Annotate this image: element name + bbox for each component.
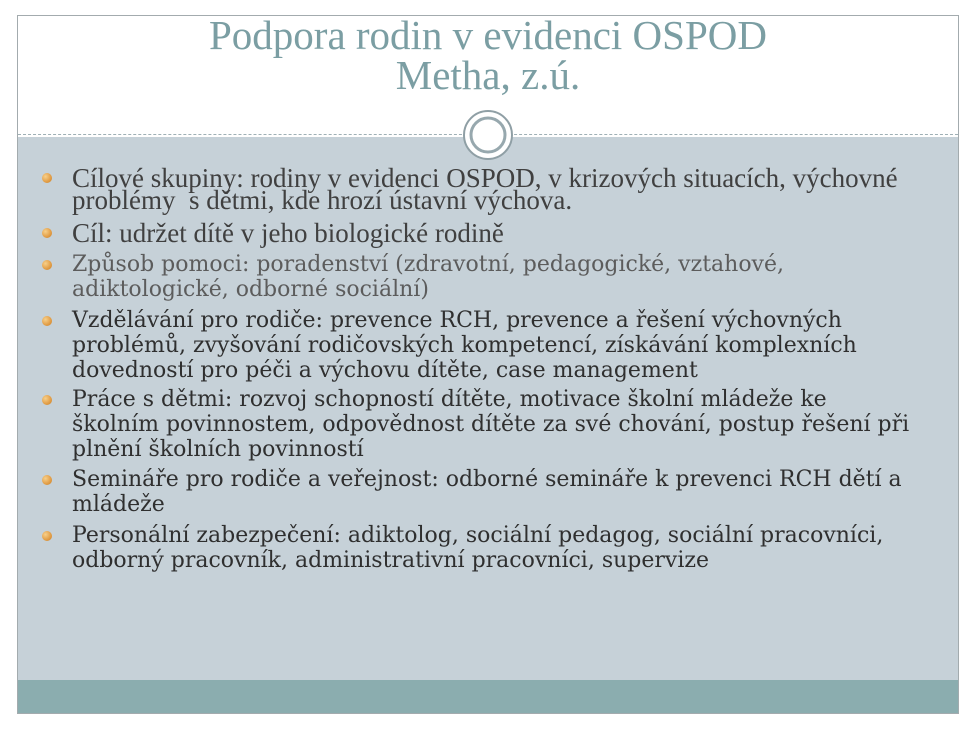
bullet-line: Vzdělávání pro rodiče: prevence RCH, prevence a řešení výchovných [72,308,842,333]
bullet-line: Způsob pomoci: poradenství (zdravotní, pedagogické, vztahové, [72,252,785,277]
bullet-line: adiktologické, odborné sociální) [72,277,429,302]
double-ring-icon [461,108,515,162]
bullet-goal [72,218,504,248]
bullet-seminars [72,467,902,517]
bullet-line: Cílové skupiny: rodiny v evidenci OSPOD, v krizových situacích, výchovné [72,163,898,193]
bullet-target-groups [72,163,898,215]
bullet-dot-icon [42,531,52,541]
bullet-dot-icon [42,260,52,270]
bullet-dot-icon [42,316,52,326]
title-line-2: Metha, z.ú. [395,52,581,98]
slide-title [18,12,958,98]
bullet-staffing [72,523,883,573]
bullet-line: mládeže [72,492,165,517]
bullet-dot-icon [42,173,52,183]
bullet-line: dovedností pro péči a výchovu dítěte, case management [72,358,698,383]
bullet-parent-education [72,308,857,383]
bullet-line: Personální zabezpečení: adiktolog, sociální pedagog, sociální pracovníci, [72,523,884,548]
bullet-dot-icon [42,475,52,485]
bullet-line: Semináře pro rodiče a veřejnost: odborné semináře k prevenci RCH dětí a [72,467,902,492]
bullet-dot-icon [42,228,52,238]
bullet-line: problémů, zvyšování rodičovských kompetencí, získávání komplexních [72,333,857,358]
bullet-dot-icon [42,395,52,405]
bullet-line: Cíl: udržet dítě v jeho biologické rodině [72,218,504,248]
footer-bar [18,680,958,713]
bullet-line: odborný pracovník, administrativní pracovníci, supervize [72,548,709,573]
bullet-line: Práce s dětmi: rozvoj schopností dítěte, motivace školní mládeže ke [72,387,827,412]
bullet-line: plnění školních povinností [72,437,364,462]
bullet-help-method [72,252,784,302]
title-line-1: Podpora rodin v evidenci OSPOD [208,12,767,58]
bullet-line: školním povinnostem, odpovědnost dítěte za své chování, postup řešení při [72,412,910,437]
bullet-work-with-children [72,387,909,462]
bullet-line: problémy s dětmi, kde hrozí ústavní výchova. [72,185,573,215]
